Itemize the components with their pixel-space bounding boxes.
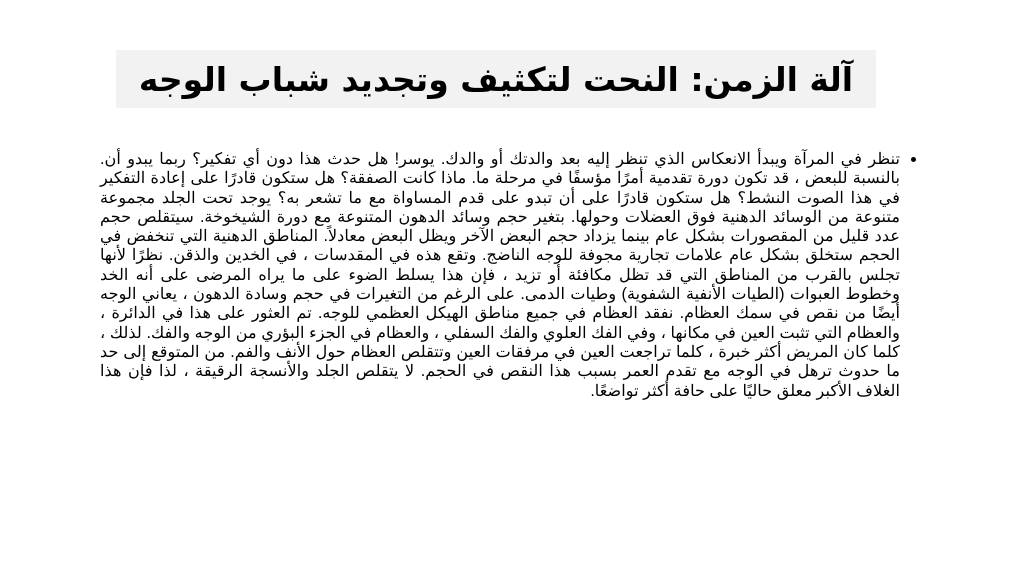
slide-title: آلة الزمن: النحت لتكثيف وتجديد شباب الوجه: [138, 59, 854, 99]
bullet-item: • تنظر في المرآة ويبدأ الانعكاس الذي تنظر إليه بعد والدتك أو والدك. يوسر! هل حدث هذا دون أي تفكير؟ ربما يبدو أن. بالنسبة للبعض ، قد تكون دورة تقدمية أمرًا مؤسفًا في مرحلة ما. ماذا كانت الصفقة؟ هل ستكون قادرًا على إعادة التفكير في هذا الصوت النشط؟ هل ستكون قادرًا على أن تبدو على قدم المساواة مع ما تشعر به؟ يوجد تحت الجلد مجموعة متنوعة من الوسائد الدهنية فوق العضلات وحولها. بتغير حجم وسائد الدهون المتنوعة مع دورة الشيخوخة. سيتقلص حجم عدد قليل من المقصورات بشكل عام بينما يزداد حجم البعض الآخر ويظل البعض معادلاً. المناطق الدهنية التي تنخفض في الحجم ستخلق بشكل عام علامات تجارية مجوفة للوجه الناضج. وتقع هذه في المقدسات ، في الخدين والذقن. نظرًا لأنها تجلس بالقرب من المناطق التي قد تظل مكافئة أو تزيد ، فإن هذا يسلط الضوء على ما يراه المرضى على أنه الخد وخطوط العبوات (الطيات الأنفية الشفوية) وطيات الدمى. على الرغم من التغيرات في حجم وسادة الدهون ، يعاني الوجه أيضًا من نقص في سمك العظام. نفقد العظام في جميع مناطق الهيكل العظمي للوجه. تم العثور على هذا في الدائرة ، والعظام التي تثبت العين في مكانها ، وفي الفك العلوي والفك السفلي ، والعظام في الجزء البؤري من الوجه والفك. لذلك ، كلما كان المريض أكثر خبرة ، كلما تراجعت العين في مرفقات العين وتتقلص العظام حول الأنف والفم. من المتوقع إلى حد ما حدوث ترهل في الوجه مع تقدم العمر بسبب هذا النقص في الحجم. لا يتقلص الجلد والأنسجة الرقيقة ، لذا فإن هذا الغلاف الأكبر معلق حاليًا على حافة أكثر تواضعًا.: [100, 150, 900, 401]
slide-body: [100, 150, 952, 495]
title-box: [116, 50, 876, 108]
bullet-list: [100, 150, 952, 401]
